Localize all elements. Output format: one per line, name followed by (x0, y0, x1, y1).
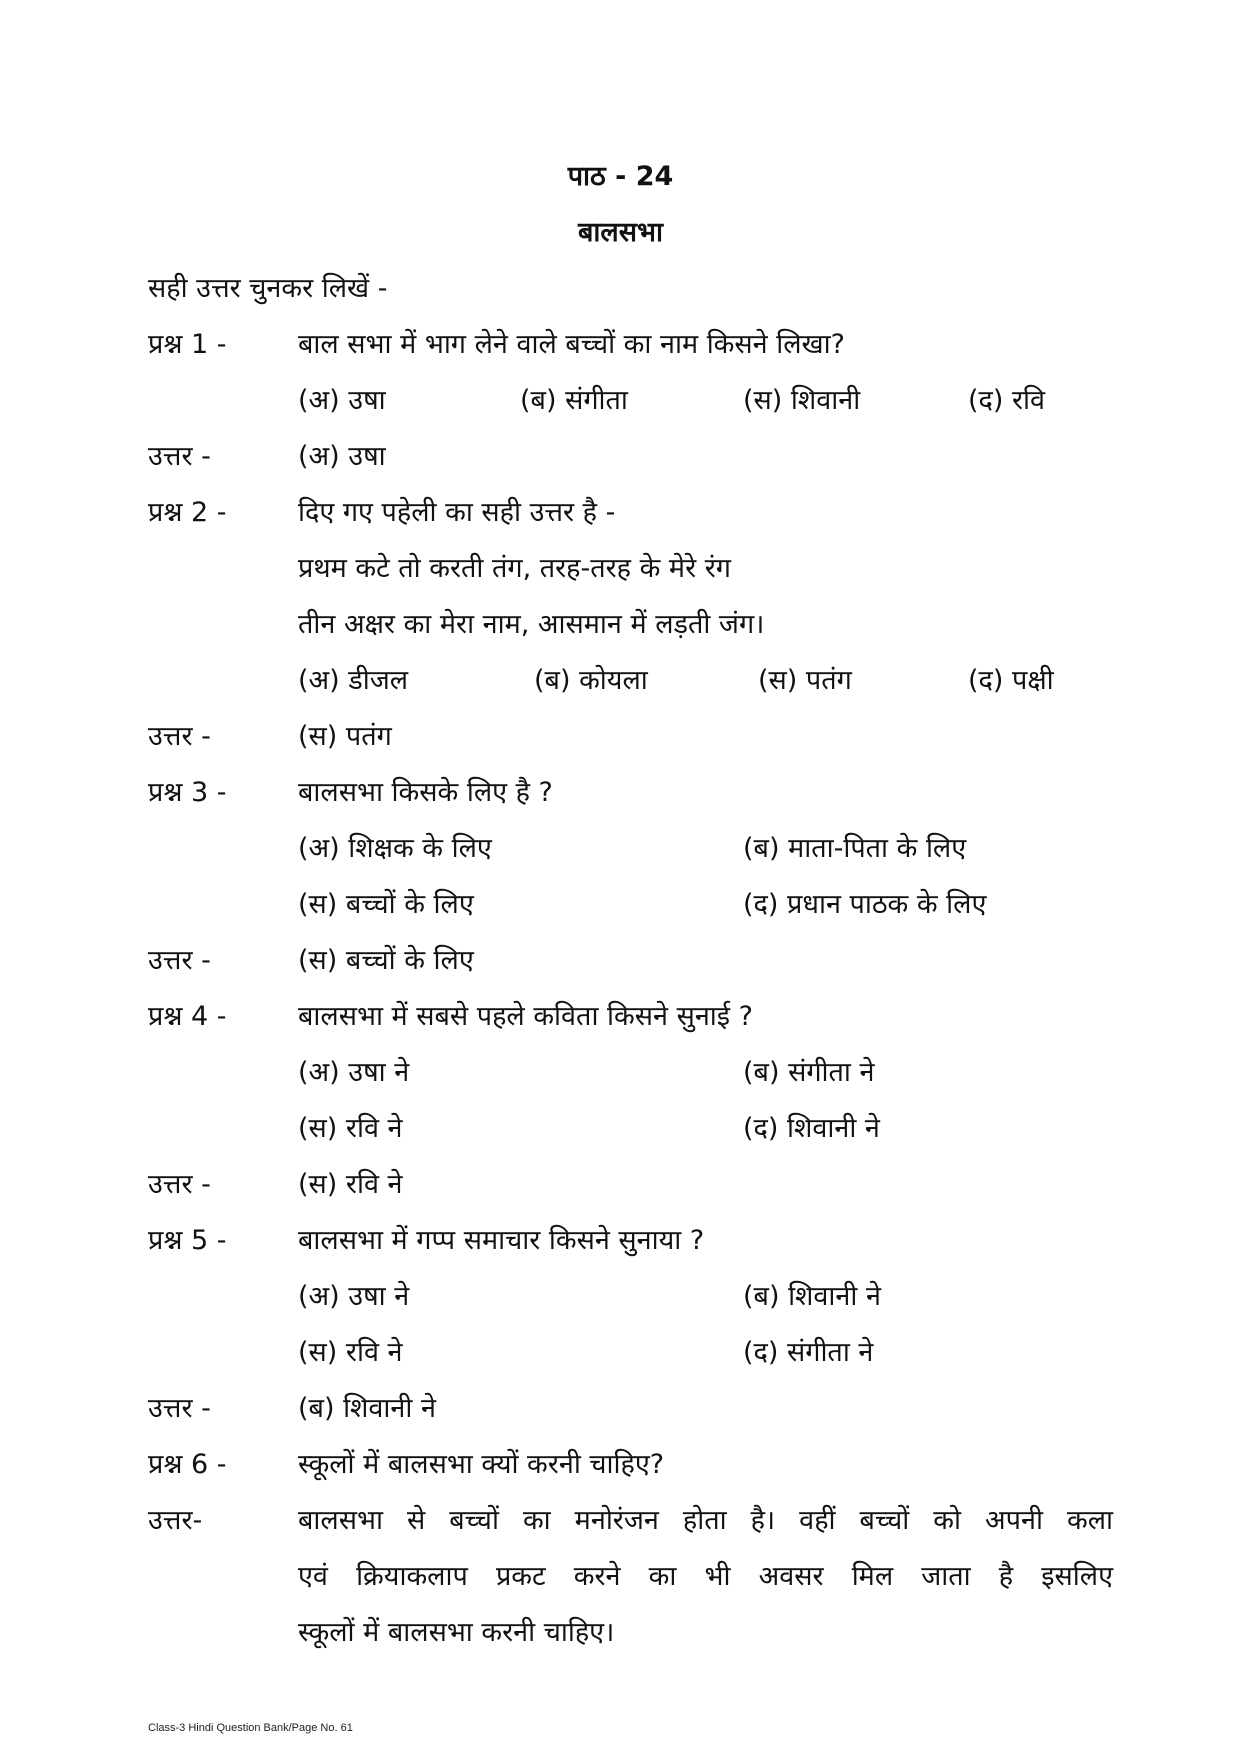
answer-label: उत्तर- (148, 1505, 203, 1536)
answer-6-line-2: एवं क्रियाकलाप प्रकट करने का भी अवसर मिल जाता है इसलिए (298, 1561, 1113, 1592)
answer-6-line-3: स्कूलों में बालसभा करनी चाहिए। (298, 1617, 615, 1648)
answer-6-line-1: बालसभा से बच्चों का मनोरंजन होता है। वहीं बच्चों को अपनी कला (298, 1505, 1113, 1536)
question-label: प्रश्न 5 - (148, 1225, 227, 1256)
answer-label: उत्तर - (148, 1169, 211, 1200)
option-b: (ब) संगीता (520, 385, 628, 416)
instruction: सही उत्तर चुनकर लिखें - (148, 273, 388, 304)
answer-text: (स) रवि ने (298, 1169, 403, 1200)
question-label: प्रश्न 2 - (148, 497, 227, 528)
answer-text: (ब) शिवानी ने (298, 1393, 436, 1424)
option-b: (ब) कोयला (534, 665, 648, 696)
page-footer: Class-3 Hindi Question Bank/Page No. 61 (148, 1722, 353, 1734)
option-b: (ब) संगीता ने (743, 1057, 875, 1088)
question-text: बालसभा में सबसे पहले कविता किसने सुनाई ? (298, 1001, 753, 1032)
page-title: बालसभा (578, 217, 663, 248)
option-c: (स) रवि ने (298, 1337, 403, 1368)
question-label: प्रश्न 3 - (148, 777, 227, 808)
answer-text: (स) पतंग (298, 721, 392, 752)
question-text: स्कूलों में बालसभा क्यों करनी चाहिए? (298, 1449, 665, 1480)
question-text: बालसभा किसके लिए है ? (298, 777, 553, 808)
answer-label: उत्तर - (148, 441, 211, 472)
option-b: (ब) माता-पिता के लिए (743, 833, 967, 864)
answer-label: उत्तर - (148, 1393, 211, 1424)
riddle-line-1: प्रथम कटे तो करती तंग, तरह-तरह के मेरे रंग (298, 553, 731, 584)
option-c: (स) पतंग (758, 665, 852, 696)
question-label: प्रश्न 4 - (148, 1001, 227, 1032)
answer-text: (अ) उषा (298, 441, 386, 472)
lesson-number: पाठ - 24 (567, 161, 674, 192)
option-a: (अ) डीजल (298, 665, 409, 696)
option-d: (द) रवि (968, 385, 1046, 416)
option-d: (द) प्रधान पाठक के लिए (743, 889, 987, 920)
option-a: (अ) उषा (298, 385, 386, 416)
question-text: बाल सभा में भाग लेने वाले बच्चों का नाम किसने लिखा? (298, 329, 845, 360)
option-a: (अ) उषा ने (298, 1281, 410, 1312)
answer-label: उत्तर - (148, 945, 211, 976)
option-d: (द) पक्षी (968, 665, 1054, 696)
option-c: (स) रवि ने (298, 1113, 403, 1144)
option-c: (स) बच्चों के लिए (298, 889, 474, 920)
option-a: (अ) उषा ने (298, 1057, 410, 1088)
question-text: बालसभा में गप्प समाचार किसने सुनाया ? (298, 1225, 705, 1256)
riddle-line-2: तीन अक्षर का मेरा नाम, आसमान में लड़ती जंग। (298, 609, 765, 640)
option-a: (अ) शिक्षक के लिए (298, 833, 492, 864)
option-d: (द) शिवानी ने (743, 1113, 880, 1144)
answer-text: (स) बच्चों के लिए (298, 945, 474, 976)
question-text: दिए गए पहेली का सही उत्तर है - (298, 497, 616, 528)
question-label: प्रश्न 6 - (148, 1449, 227, 1480)
option-c: (स) शिवानी (743, 385, 861, 416)
answer-label: उत्तर - (148, 721, 211, 752)
option-d: (द) संगीता ने (743, 1337, 874, 1368)
question-label: प्रश्न 1 - (148, 329, 227, 360)
option-b: (ब) शिवानी ने (743, 1281, 881, 1312)
